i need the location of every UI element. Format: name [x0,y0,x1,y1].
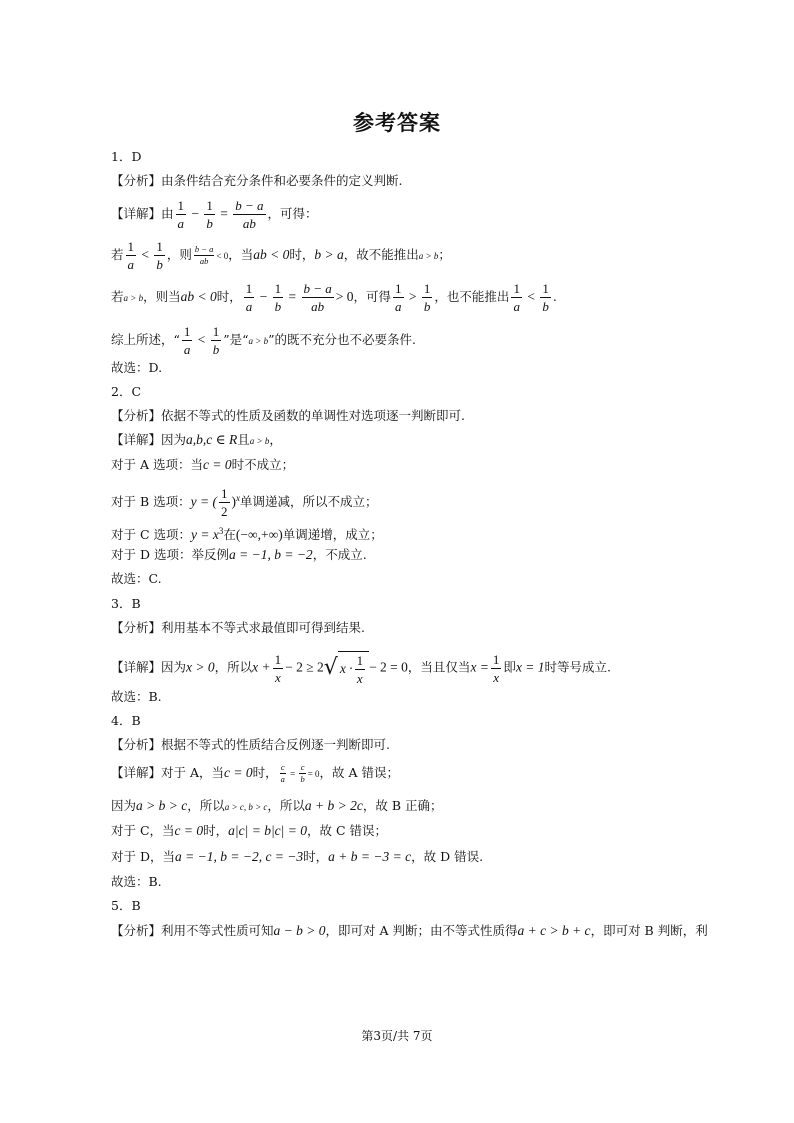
num: 1 [542,281,549,296]
q1-case-1: 若 $\frac{1}{a}$ < $\frac{1}{b}$ ，则 $\frac{b - a}{ab}$ < 0，当ab < 0时，b > a，故不能推出a > b； [111,239,451,272]
math: x · [339,661,353,676]
math: a > b [248,336,269,346]
q1-number: 1．D [111,149,142,164]
text: ，所以 [187,798,225,813]
math: x + [252,659,271,675]
text: 【详解】由 [111,206,174,221]
num: 1 [356,653,364,668]
math: c = 0 [224,765,253,780]
fraction [422,282,433,313]
text: 综上所述，“ [111,332,180,347]
den: b [212,342,220,357]
num: b − a [303,281,332,296]
num: 1 [206,198,213,213]
q4-option-d [111,848,483,866]
q5-number: 5．B [111,898,141,913]
math: (−∞,+∞) [235,527,283,543]
q3-number: 3．B [111,596,141,611]
text: ，故 D 错误. [411,849,484,864]
q3-detail [111,651,611,685]
math: x > 0 [186,659,215,675]
text: 且 [237,432,250,447]
text: 【详解】因为 [111,432,187,447]
den: a [280,773,285,784]
fraction-small [194,245,215,266]
fraction [355,654,366,685]
math: a + b = −3 = c [328,849,412,864]
text: 时不成立； [231,457,295,472]
text: 因为 [111,798,137,813]
math: c = 0 [202,457,232,472]
math: > 0 [335,289,354,304]
text: 单调递增，成立； [282,527,383,543]
math: y = x [191,527,219,543]
text: 时， [216,289,242,304]
num: c [280,762,285,772]
math: a > b [123,293,144,303]
text: ，故 A 错误； [319,765,400,780]
q4-analysis: 【分析】根据不等式的性质结合反例逐一判断即可. [111,737,390,752]
num: 1 [221,486,228,501]
math: x = 1 [515,659,545,675]
q4-option-b [111,797,443,816]
fraction [244,282,255,313]
den: x [356,671,363,686]
math: ab < 0 [253,247,290,262]
num: 1 [274,281,282,296]
text: ，当且仅当 [407,659,471,675]
text: 【详解】对于 A，当 [111,765,225,780]
text: ，所以 [214,659,253,675]
page-footer: 第3页/共 7页 [361,1029,433,1043]
q3-choice: 故选：B. [111,689,162,704]
q1-detail: 【详解】由 $\frac{1}{a}$ − $\frac{1}{b}$ = $\frac{b - a}{ab}$ ，可得： [111,198,318,231]
fraction [204,199,215,230]
text: 时等号成立. [544,659,612,675]
math: a + b > 2c [304,798,363,813]
q4-number: 4．B [111,713,141,728]
text: . [552,289,557,304]
page-title: 参考答案 [353,111,441,135]
num: 1 [274,651,282,667]
text: ，故 B 正确； [362,798,443,813]
math: b > a [314,247,344,262]
exponent: x [236,492,240,503]
math: = 0 [307,769,320,779]
math: − 2 ≥ 2 [285,659,324,675]
q1-analysis: 【分析】由条件结合充分条件和必要条件的定义判断. [111,173,403,188]
den: b [542,299,549,314]
q2-detail [111,431,282,450]
q4-option-c [111,822,387,840]
text: ， [269,432,282,447]
fraction [302,282,334,313]
text: ，当 [228,247,254,262]
den: b [423,299,431,314]
num: 1 [183,324,191,339]
text: 对于 C 选项： [111,527,192,543]
text: ”的既不充分也不必要条件. [268,332,416,347]
den: b [274,299,282,314]
fraction [182,325,193,356]
math: a > c, b > c [224,802,268,812]
q1-choice: 故选：D. [111,360,163,375]
q1-summary: 综上所述，“ $\frac{1}{a}$ < $\frac{1}{b}$ ”是“a > b”的既不充分也不必要条件. [111,324,416,357]
fraction [211,325,222,356]
math: ) [231,494,236,509]
text: ，则 [166,247,192,262]
math: − 2 = 0 [369,659,408,675]
text: 对于 B 选项： [111,494,191,509]
q2-option-b [111,487,378,518]
text: 对于 D 选项：举反例 [111,547,229,562]
q2-option-c [111,522,383,544]
text: ，即可对 A 判断；由不等式性质得 [325,923,518,938]
math: a > b [249,436,270,446]
fraction [176,199,187,230]
num: 1 [156,239,163,254]
den: b [156,257,163,272]
text: ，即可对 B 判断，利 [590,923,708,938]
math: a + c > b + c [517,923,591,938]
math: a|c| = b|c| = 0 [228,823,307,838]
text: ，则当 [143,289,181,304]
fraction [273,282,284,313]
den: a [183,342,191,357]
num: b − a [194,244,214,254]
fraction [491,653,502,684]
fraction [219,487,230,518]
math: a − b > 0 [273,923,326,938]
math: a = −1, b = −2 [228,547,313,562]
text: ”是“ [223,332,249,347]
text: 对于 C，当 [111,823,175,838]
num: c [300,762,305,772]
den: b [300,773,305,784]
fraction [540,282,551,313]
text: ，故 C 错误； [306,823,387,838]
q5-analysis [111,922,708,940]
math: a = −1, b = −2, c = −3 [175,849,304,864]
text: 在 [223,527,236,543]
text: ，所以 [267,798,305,813]
text: ； [438,247,451,262]
text: ，不成立. [312,547,367,562]
num: 1 [212,324,220,339]
math: c = 0 [174,823,204,838]
q2-choice: 故选：C. [111,571,162,586]
text: 【分析】利用不等式性质可知 [111,923,274,938]
fraction [154,240,165,271]
text: 对于 A 选项：当 [111,457,203,472]
math: < 0 [216,251,229,261]
text: 时， [303,849,329,864]
q2-analysis: 【分析】依据不等式的性质及函数的单调性对选项逐一判断即可. [111,408,465,423]
text: 对于 D，当 [111,849,175,864]
q2-option-a [111,456,294,474]
den: a [177,216,185,231]
text: 【详解】因为 [111,659,187,675]
fraction [511,282,522,313]
num: b − a [235,198,264,213]
text: ，可得： [267,206,318,221]
den: a [395,299,402,314]
q4-option-a: 【详解】对于 A，当c = 0时， $\frac{c}{a}$ = $\frac{c}{b}$ = 0，故 A 错误； [111,762,400,784]
fraction [393,282,404,313]
den: a [513,299,520,314]
text: 若 [111,289,124,304]
math: a > b > c [136,798,188,813]
den: b [206,216,213,231]
fraction [126,240,137,271]
den: a [245,299,253,314]
text: 时， [289,247,315,262]
num: 1 [423,281,431,296]
exponent: 3 [218,526,224,536]
math: x = [470,659,489,675]
num: 1 [492,651,500,667]
den: 2 [221,504,228,519]
fraction [233,199,265,230]
den: ab [242,216,256,231]
den: a [127,257,135,272]
den: x [274,669,281,685]
num: 1 [127,239,135,254]
q4-choice: 故选：B. [111,874,162,889]
text: ，故不能推出 [343,247,419,262]
num: 1 [177,198,185,213]
num: 1 [245,281,253,296]
q1-case-2: 若a > b，则当ab < 0时， $\frac{1}{a}$ − $\frac{1}{b}$ = $\frac{b - a}{ab}$ > 0，可得 $\frac{1}{a}$ > $\frac{1}{b}$ ，也不能推出 $\frac{1}{a}$ < $\frac{1}{b}$ . [111,281,557,314]
den: ab [311,299,325,314]
text: 单调递减，所以不成立； [240,494,378,509]
text: 即 [503,659,516,675]
sqrt: √ x · $\frac{1}{x}$ [324,651,369,685]
den: x [493,669,500,685]
math: ab < 0 [180,289,217,304]
q2-option-d [111,546,367,564]
text: 时， [203,823,229,838]
text: ，也不能推出 [434,289,510,304]
den: ab [199,255,209,266]
num: 1 [513,281,520,296]
text: ，可得 [353,289,392,304]
fraction-small [299,763,305,784]
q2-number: 2．C [111,384,142,399]
q3-analysis: 【分析】利用基本不等式求最值即可得到结果. [111,620,365,635]
fraction-small [280,763,286,784]
fraction [273,653,284,684]
num: 1 [395,281,402,296]
text: 若 [111,247,124,262]
math: y = ( [190,494,217,509]
math: a,b,c ∈ R [186,432,238,447]
math: a > b [418,251,439,261]
text: 时， [252,765,278,780]
